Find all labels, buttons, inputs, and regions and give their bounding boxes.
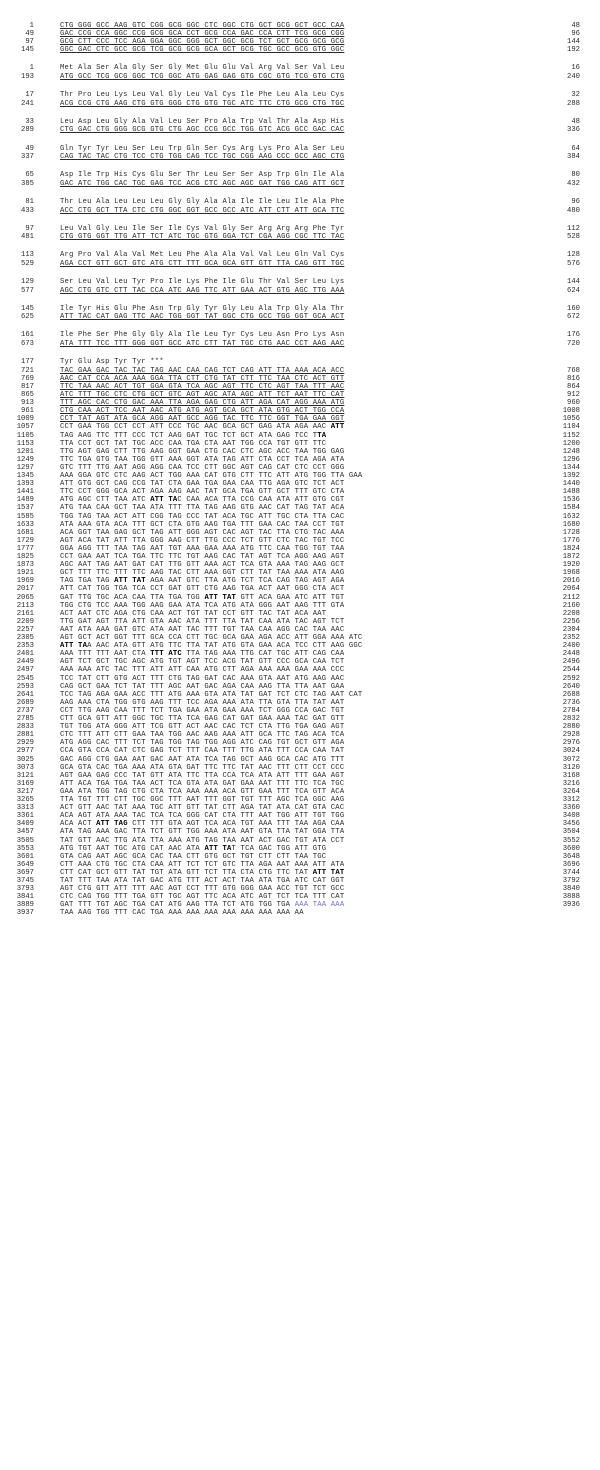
line-end-number: 1056: [562, 415, 580, 424]
line-end-number: 2544: [562, 666, 580, 675]
amino-acid-line: Tyr Glu Asp Tyr Tyr ***: [60, 358, 164, 367]
line-start-number: 33: [25, 117, 34, 126]
nucleotide-line: TAT TTT TAA ATA TAT GAC ATG TTT ACT ACT TAA ATA TGA ATC CAT GGT: [60, 877, 345, 885]
line-end-number: 3504: [562, 828, 580, 837]
line-end-number: 192: [567, 46, 580, 55]
line-start-number: 3601: [16, 852, 34, 861]
line-end-number: 1440: [562, 480, 580, 489]
line-end-number: 2832: [562, 715, 580, 723]
line-end-number: 112: [567, 224, 580, 233]
amino-acid-line: Ile Phe Ser Phe Gly Gly Ala Ile Leu Tyr Cys Leu Asn Pro Lys Asn: [60, 331, 345, 340]
nucleotide-line: AGC CTG GTC CTT TAC CCA ATC AAG TTC ATT GAA ACT GTG AGC TTG AAA: [60, 286, 345, 295]
nucleotide-line: ATC TTT TGC CTC CTG GCT GTC AGT AGC ATA AGC ATT TCT AAT TTC CAT: [60, 391, 345, 399]
line-end-number: 960: [567, 399, 580, 408]
line-start-number: 1537: [16, 504, 34, 513]
nucleotide-line: CCT GAA AAT TCA TGA TTC TTC TGT AAG CAC TAT AGT TCA AGG AAG AGT: [60, 553, 345, 561]
line-start-number: 1393: [16, 480, 34, 489]
line-start-number: 2305: [16, 634, 34, 642]
line-start-number: 1057: [16, 423, 34, 432]
amino-acid-line: Arg Pro Val Ala Val Met Leu Phe Ala Ala Val Val Leu Gln Val Cys: [60, 251, 345, 260]
nucleotide-line: ATG AGC CTT TAA ATC ATT TAC CAA ACA TTA CCG CAA ATA ATT GTG CGT: [60, 496, 345, 505]
nucleotide-line: ATT TAC CAT GAG TTC AAC TGG GGT TAT GGC CTG GCC TGG GGT GCA ACT: [60, 313, 345, 322]
nucleotide-line: TAG TGA TAG ATT TAT AGA AAT GTC TTA ATG TCT TCA CAG TAG AGT AGA: [60, 577, 345, 586]
line-start-number: 1009: [16, 415, 34, 424]
line-end-number: 2256: [562, 617, 580, 626]
nucleotide-line: GCA GTA CAC TGA AAA ATA GTA GAT TTC TTC TAT AAC TTT CTT CCT CCC: [60, 763, 345, 772]
nucleotide-line: TTA TGT TTT CTT TGC GGC TTT AAT TTT GGT TGT TTT AGC TCA GGC AAG: [60, 796, 345, 804]
nucleotide-line: ATA TTT TCC TTT GGG GGT GCC ATC CTT TAT TGC CTG AAC CCT AAG AAC: [60, 340, 345, 348]
line-end-number: 3936: [562, 901, 580, 910]
nucleotide-line: GAC ATC TGG CAC TGC GAG TCC ACG CTC AGC AGC GAT TGG CAG ATT GCT: [60, 179, 345, 188]
nucleotide-line: GGC GAC CTC GCC GCG TCG GCG GCG GCA GCT GCG TGC GCC GCG GTG GGC: [60, 46, 345, 55]
motif-highlight: TTT ATC: [150, 650, 182, 659]
line-start-number: 145: [21, 46, 34, 55]
line-end-number: 3840: [562, 885, 580, 894]
line-end-number: 3312: [562, 796, 580, 804]
line-start-number: 2593: [16, 682, 34, 691]
line-end-number: 1824: [562, 544, 580, 553]
nucleotide-line: TCC TAG AGA GAA ACC TTT ATG AAA GTA ATA TAT GAT TCT CTC TAG AAT CAT: [60, 690, 363, 699]
line-end-number: 384: [567, 153, 580, 162]
line-start-number: 673: [21, 340, 34, 348]
nucleotide-line: GCT TTT TTC TTT TTC AAG TAC CTT AAA GGT CTT TAT TAA AAA ATA AAG: [60, 569, 345, 578]
line-end-number: 2400: [562, 642, 580, 651]
line-start-number: 3553: [16, 844, 34, 853]
nucleotide-line: CAG GCT GAA TCT TAT TTT AGC AAT GAC AGA CAA AAG TTA TTA AAT GAA: [60, 682, 345, 691]
line-end-number: 1152: [562, 431, 580, 440]
line-start-number: 3793: [16, 885, 34, 894]
line-start-number: 3169: [16, 779, 34, 788]
amino-acid-line: Asp Ile Trp His Cys Glu Ser Thr Leu Ser Ser Asp Trp Gln Ile Ala: [60, 171, 345, 180]
line-start-number: 113: [21, 251, 34, 260]
nucleotide-line: CCT TAT AGT ATA GCA AGG AAT GCC AGG TAC TTC TTC GGT TGA GAA GGT: [60, 415, 345, 424]
nucleotide-line: TTC TAA AAC ACT TGT GGA GTA TCA AGC AGT TTC CTC AGT TAA TTT AAC: [60, 382, 345, 391]
nucleotide-line: ATG TAA CAA GCT TAA ATA TTT TTA TAG AAG GTG AAC CAT TAG TAT ACA: [60, 504, 345, 513]
line-end-number: 240: [567, 73, 580, 81]
line-start-number: 721: [21, 366, 34, 375]
line-end-number: 1296: [562, 455, 580, 464]
line-end-number: 2736: [562, 698, 580, 707]
line-start-number: 2497: [16, 666, 34, 675]
line-end-number: 3168: [562, 771, 580, 780]
line-end-number: 3120: [562, 763, 580, 772]
line-end-number: 3552: [562, 836, 580, 845]
line-end-number: 624: [567, 286, 580, 295]
nucleotide-line: CAG TAC TAC CTG TCC CTG TGG CAG TCC TGC CGG AAG CCC GCC AGC CTG: [60, 153, 345, 162]
line-start-number: 529: [21, 259, 34, 268]
motif-highlight: ATT TAT: [114, 577, 146, 586]
line-start-number: 2161: [16, 609, 34, 618]
nucleotide-line: CTG GGG GCC AAG GTC CGG GCG GGC CTC GGC CTG GCT GCG GCT GCC CAA: [60, 22, 345, 30]
line-end-number: 2976: [562, 739, 580, 748]
line-start-number: 3841: [16, 893, 34, 902]
line-start-number: 3217: [16, 787, 34, 796]
nucleotide-line: TGG CTG TCC AAA TGG AAG GAA ATA TCA ATG ATA GGG AAT AAG TTT GTA: [60, 601, 345, 610]
line-start-number: 241: [21, 99, 34, 108]
line-end-number: 2304: [562, 625, 580, 634]
line-start-number: 1345: [16, 472, 34, 480]
nucleotide-line: ACC CTG GCT TTA CTC CTG GGC GGT GCC GCC ATC ATT CTT ATT GCA TTC: [60, 206, 345, 215]
line-start-number: 17: [25, 91, 34, 100]
motif-highlight: ATT TAT: [204, 593, 237, 602]
line-start-number: 1921: [16, 569, 34, 578]
line-start-number: 2545: [16, 674, 34, 683]
line-end-number: 3456: [562, 820, 580, 829]
line-start-number: 433: [21, 206, 34, 215]
line-start-number: 1777: [16, 544, 34, 553]
line-start-number: 3265: [16, 796, 34, 804]
line-end-number: 3600: [562, 844, 580, 853]
line-end-number: 288: [567, 99, 580, 108]
line-end-number: 3792: [562, 877, 580, 885]
line-end-number: 80: [571, 171, 580, 180]
line-end-number: 96: [571, 30, 580, 39]
line-end-number: 2688: [562, 690, 580, 699]
line-end-number: 816: [567, 374, 580, 383]
line-end-number: 336: [567, 126, 580, 135]
nucleotide-line: ACA AGT ATA AAA TAC TCA TCA GGG CAT CTA TTT AAT TGG ATT TGT TGG: [60, 812, 345, 821]
line-end-number: 3648: [562, 852, 580, 861]
line-start-number: 1: [29, 64, 34, 73]
line-end-number: 2160: [562, 601, 580, 610]
line-start-number: 2737: [16, 706, 34, 715]
amino-acid-line: Ser Leu Val Leu Tyr Pro Ile Lys Phe Ile Glu Thr Val Ser Leu Lys: [60, 278, 345, 286]
motif-highlight: TA: [317, 431, 327, 440]
line-end-number: 3072: [562, 755, 580, 764]
line-end-number: 2928: [562, 731, 580, 740]
line-start-number: 2689: [16, 698, 34, 707]
nucleotide-line: ACT GTT AAC TAT AAA TGC ATT GTT TAT CTT AGA TAT ATA CAT GTA CAC: [60, 804, 345, 813]
line-start-number: 1729: [16, 536, 34, 545]
polyadenylation-signal: AAA TAA AAA: [294, 901, 345, 910]
line-start-number: 3409: [16, 820, 34, 829]
line-end-number: 3408: [562, 812, 580, 821]
line-end-number: 2496: [562, 658, 580, 667]
line-start-number: 3073: [16, 763, 34, 772]
line-start-number: 1873: [16, 561, 34, 570]
line-start-number: 577: [21, 286, 34, 295]
nucleotide-line: TTA CCT GCT TAT TGC ACC CAA TGA CTA AAT TGG CCA TGT GTT TTC: [60, 439, 327, 448]
line-start-number: 3649: [16, 860, 34, 869]
nucleotide-line: ATG GCC TCG GCG GGC TCG GGC ATG GAG GAG GTG CGC GTG TCG GTG CTG: [60, 73, 345, 81]
line-end-number: 1680: [562, 520, 580, 529]
nucleotide-line: AGT ACA TAT ATT TTA GGG AAG CTT TTG CCC TCT GTT CTC TAC TGT TCC: [60, 536, 345, 545]
line-start-number: 3361: [16, 812, 34, 821]
nucleotide-line: TTG AGT GAG CTT TTG AAG GGT GAA CTG CAC CTC AGC ACC TAA TGG GAG: [60, 447, 345, 456]
nucleotide-line: ATA TAG AAA GAC TTA TCT GTT TGG AAA ATA AAT GTA TTA TAT GGA TTA: [60, 828, 345, 837]
nucleotide-line: TAG AAG TTC TTT CCC TCT AAG GAT TGC TCT GCT ATA GAG TCC TTA: [60, 431, 327, 440]
line-start-number: 3025: [16, 755, 34, 764]
nucleotide-line: ATA AAA GTA ACA TTT GCT CTA GTG AAG TGA TTT GAA CAC TAA CCT TGT: [60, 520, 345, 529]
line-start-number: 1681: [16, 528, 34, 537]
line-end-number: 3360: [562, 804, 580, 813]
amino-acid-line: Ile Tyr His Glu Phe Asn Trp Gly Tyr Gly Leu Ala Trp Gly Ala Thr: [60, 304, 345, 313]
nucleotide-line: AAT ATA AAA GAT GTC ATA AAT TAC TTT TGT TAA CAA AGG CAC TAA AAC: [60, 625, 345, 634]
amino-acid-line: Gln Tyr Tyr Leu Ser Leu Trp Gln Ser Cys Arg Lys Pro Ala Ser Leu: [60, 144, 345, 153]
nucleotide-line: TAC GAA GAC TAC TAC TAG AAC CAA CAG TCT CAG ATT TTA AAA ACA ACC: [60, 366, 345, 375]
line-end-number: 1104: [562, 423, 580, 432]
nucleotide-line: ACT AAT CTC AGA CTG CAA ACT TGT TAT CCT GTT TAC TAT ACA AAT: [60, 609, 327, 618]
motif-highlight: ATT: [330, 423, 345, 432]
line-end-number: 1488: [562, 488, 580, 497]
line-start-number: 2065: [16, 593, 34, 602]
nucleotide-line: CTT GCA GTT ATT GGC TGC TTA TCA GAG CAT GAT GAA AAA TAC GAT GTT: [60, 715, 345, 723]
line-start-number: 97: [25, 38, 34, 47]
nucleotide-line: ACG CCG CTG AAG CTG GTG GGG CTG GTG TGC ATC TTC CTG GCG CTG TGC: [60, 99, 345, 108]
line-end-number: 1392: [562, 472, 580, 480]
line-end-number: 1536: [562, 496, 580, 505]
line-start-number: 1105: [16, 431, 34, 440]
line-end-number: 64: [571, 144, 580, 153]
line-end-number: 720: [567, 340, 580, 348]
nucleotide-line: GAT TTT TGT AGC TGA CAT ATG AAG TTA TCT ATG TGG TGA AAA TAA AAA: [60, 901, 345, 910]
line-end-number: 96: [571, 197, 580, 206]
line-end-number: 144: [567, 38, 580, 47]
line-end-number: 672: [567, 313, 580, 322]
nucleotide-line: TGT TGG ATA GGG ATT TCG GTT ACT AAC CAC TCT CTA TTG TGA GAG AGT: [60, 723, 345, 732]
nucleotide-line: AGA CCT GTT GCT GTC ATG CTT TTT GCA GCA GTT GTT TTA CAG GTT TGC: [60, 259, 345, 268]
nucleotide-line: ATT CAT TGG TGA TCA CCT GAT GTT CTG AAG TGA ACT AAT GGG CTA ACT: [60, 585, 345, 594]
line-start-number: 1825: [16, 553, 34, 561]
line-end-number: 144: [567, 278, 580, 286]
line-start-number: 177: [21, 358, 34, 367]
line-end-number: 2016: [562, 577, 580, 586]
nucleotide-line: GCG CTT CCC TCC AGA GGA GGC GGG GCT GGC GCG TCT GCT GCG GCG GCG: [60, 38, 345, 47]
line-end-number: 1008: [562, 407, 580, 416]
nucleotide-line: AAG AAA CTA TGG GTG AAG TTT TCC AGA AAA ATA TTA GTA TTA TAT AAT: [60, 698, 345, 707]
line-start-number: 3889: [16, 901, 34, 910]
nucleotide-line: GAC AGG CTG GAA AAT GAC AAT ATA TCA TAG GCT AAG GCA CAC ATG TTT: [60, 755, 345, 764]
nucleotide-line: AGT GAA GAG CCC TAT GTT ATA TTC TTA CCA TCA ATA ATT TTT GAA AGT: [60, 771, 345, 780]
line-start-number: 385: [21, 179, 34, 188]
line-start-number: 3313: [16, 804, 34, 813]
nucleotide-line: TAA AAG TGG TTT CAC TGA AAA AAA AAA AAA AAA AAA AAA AA: [60, 909, 304, 918]
line-start-number: 2929: [16, 739, 34, 748]
line-end-number: 864: [567, 382, 580, 391]
line-start-number: 1441: [16, 488, 34, 497]
line-end-number: 2352: [562, 634, 580, 642]
line-end-number: 2112: [562, 593, 580, 602]
nucleotide-line: AAA GGA GTC CTC AAG ACT TGG AAA CAT GTG CTT TTC ATT ATG TGG TTA GAA: [60, 472, 363, 480]
line-start-number: 865: [21, 391, 34, 399]
motif-highlight: ATT TA: [60, 642, 88, 651]
nucleotide-line: ATG AGG CAC TTT TCT TAG TGG TAG TGG AGG ATC CAG TGT GCT GTT AGA: [60, 739, 345, 748]
line-end-number: 432: [567, 179, 580, 188]
nucleotide-line: TTG GAT AGT TTA ATT GTA AAC ATA TTT TTA TAT CAA ATA TAC AGT TCT: [60, 617, 345, 626]
line-start-number: 2257: [16, 625, 34, 634]
nucleotide-line: GTA CAG AAT AGC GCA CAC TAA CTT GTG GCT TGT CTT CTT TAA TGC: [60, 852, 327, 861]
nucleotide-line: TTC TGA GTG TAA TGG GTT AAA GGT ATA TAG ATT CTA CCT TCA AGA ATA: [60, 455, 345, 464]
line-end-number: 16: [571, 64, 580, 73]
line-end-number: 1200: [562, 439, 580, 448]
line-end-number: 2640: [562, 682, 580, 691]
motif-highlight: ATT TAG: [96, 820, 128, 829]
line-end-number: 176: [567, 331, 580, 340]
line-start-number: 129: [21, 278, 34, 286]
line-end-number: 1632: [562, 512, 580, 521]
nucleotide-line: CTT AAA CTG TGC CTA CAA ATT TCT TCT GTC TTA AGA AAT AAA ATT ATA: [60, 860, 345, 869]
line-start-number: 3505: [16, 836, 34, 845]
line-start-number: 3457: [16, 828, 34, 837]
line-start-number: 2641: [16, 690, 34, 699]
line-start-number: 1297: [16, 463, 34, 472]
line-start-number: 913: [21, 399, 34, 408]
line-start-number: 3121: [16, 771, 34, 780]
amino-acid-line: Leu Asp Leu Gly Ala Val Leu Ser Pro Ala Trp Val Thr Ala Asp His: [60, 117, 345, 126]
line-start-number: 961: [21, 407, 34, 416]
line-start-number: 1201: [16, 447, 34, 456]
nucleotide-line: TTT AGC CAC CTG GAC AAA TTA AGA GAG CTG ATT AGA CAT AGG AAA ATG: [60, 399, 345, 408]
line-end-number: 1728: [562, 528, 580, 537]
line-end-number: 1968: [562, 569, 580, 578]
motif-highlight: ATT TA: [150, 496, 178, 505]
line-end-number: 1920: [562, 561, 580, 570]
line-start-number: 97: [25, 224, 34, 233]
line-end-number: 1248: [562, 447, 580, 456]
line-start-number: 337: [21, 153, 34, 162]
line-start-number: 2977: [16, 747, 34, 756]
line-start-number: 161: [21, 331, 34, 340]
nucleotide-line: AAC CAT CCA ACA AAA GGA TTA CTT CTG TAT CTT TTC TAA CTC ACT GTT: [60, 374, 345, 383]
line-end-number: 576: [567, 259, 580, 268]
nucleotide-line: CCT TTG AAG CAA TTT TCT TGA GAA ATA GAA AAA TCT GGG CCA GAC TGT: [60, 706, 345, 715]
line-start-number: 81: [25, 197, 34, 206]
nucleotide-line: TGG TAG TAA ACT ATT CGG TAG CCC TAT ACA TGC ATT TGC CTA TTA CAC: [60, 512, 345, 521]
line-end-number: 160: [567, 304, 580, 313]
line-start-number: 625: [21, 313, 34, 322]
line-start-number: 289: [21, 126, 34, 135]
nucleotide-line: GGA AGG TTT TAA TAG AAT TGT AAA GAA AAA ATG TTC CAA TGG TGT TAA: [60, 544, 345, 553]
line-end-number: 2880: [562, 723, 580, 732]
nucleotide-line: CTT CAT GCT GTT TAT TGT ATA GTT TCT TTA CTA CTG TTC TAT ATT TAT: [60, 868, 345, 877]
nucleotide-line: CCA GTA CCA CAT CTC GAG TCT TTT CAA TTT TTG ATA TTT CCA CAA TAT: [60, 747, 345, 756]
line-end-number: 3696: [562, 860, 580, 869]
line-start-number: 3937: [16, 909, 34, 918]
line-start-number: 1633: [16, 520, 34, 529]
line-end-number: 2784: [562, 706, 580, 715]
line-end-number: 128: [567, 251, 580, 260]
line-end-number: 48: [571, 22, 580, 30]
nucleotide-line: GAC CCG CCA GGC CCG GCG GCA CCT GCG CCA GAC CCA CTT TCG GCG CGG: [60, 30, 345, 39]
line-end-number: 768: [567, 366, 580, 375]
line-end-number: 1776: [562, 536, 580, 545]
nucleotide-line: ATT ACA TGA TGA TAA ACT TCA GTA ATA GAT GAA AAT TTT TTC TCA TGC: [60, 779, 345, 788]
nucleotide-line: AAA AAA ATC TAC TTT ATT ATT CAA ATG CTT AGA AAA AAA GAA AAA CCC: [60, 666, 345, 675]
nucleotide-line: AGT CTG GTT ATT TTT AAC AGT CCT TTT GTG GGG GAA ACC TGT TCT GCC: [60, 885, 345, 894]
line-start-number: 1: [29, 22, 34, 30]
line-start-number: 1249: [16, 455, 34, 464]
line-end-number: 1584: [562, 504, 580, 513]
nucleotide-line: ACA ACT ATT TAG CTT TTT GTA AGT TCA ACA TGT AAA TTT TAA AGA CAA: [60, 820, 345, 829]
motif-highlight: ATT TA: [204, 844, 232, 853]
amino-acid-line: Met Ala Ser Ala Gly Ser Gly Met Glu Glu Val Arg Val Ser Val Leu: [60, 64, 345, 73]
line-end-number: 48: [571, 117, 580, 126]
line-start-number: 1489: [16, 496, 34, 505]
nucleotide-line: TAT GTT AAC TTG ATA TTA AAA ATG TAG TAA AAT ACT GAC TGT ATA CCT: [60, 836, 345, 845]
nucleotide-line: TTC CCT GGG GCA ACT AGA AAG AAC TAT GCA TGA GTT GCT TTT GTC CTA: [60, 488, 345, 497]
nucleotide-line: CTG GTG GGT TTG ATT TCT ATC TGC GTG GGA TCT CGA AGG CGC TTC TAC: [60, 233, 345, 242]
line-end-number: 3024: [562, 747, 580, 756]
line-start-number: 2881: [16, 731, 34, 740]
line-start-number: 769: [21, 374, 34, 383]
line-start-number: 49: [25, 30, 34, 39]
line-start-number: 2113: [16, 601, 34, 610]
nucleotide-line: ATT TAA AAC ATA GTT ATG TTC TTA TAT ATG GTA GAA ACA TCC CTT AAG GGC: [60, 642, 363, 651]
nucleotide-line: TCC TAT CTT GTG ACT TTT CTG TAG GAT CAC AAA GTA AAT ATG AAG AAC: [60, 674, 345, 683]
line-end-number: 3888: [562, 893, 580, 902]
nucleotide-line: GAA ATA TGG TAG CTG CTA TCA AAA AAA ACA GTT GAA TTT TCA GTT ACA: [60, 787, 345, 796]
line-start-number: 2401: [16, 650, 34, 659]
line-start-number: 1969: [16, 577, 34, 586]
line-end-number: 3264: [562, 787, 580, 796]
line-start-number: 145: [21, 304, 34, 313]
nucleotide-line: ATT GTG GCT CAG CCG TAT CTA GAA TGA GAA CAA TTG AGA GTC TCT ACT: [60, 480, 345, 489]
line-end-number: 3744: [562, 868, 580, 877]
line-start-number: 2833: [16, 723, 34, 732]
line-end-number: 32: [571, 91, 580, 100]
nucleotide-line: AGC AAT TAG AAT GAT CAT TTG GTT AAA ACT TCA GTA AAA TAG AAG GCT: [60, 561, 345, 570]
line-start-number: 817: [21, 382, 34, 391]
line-end-number: 2208: [562, 609, 580, 618]
nucleotide-line: AGT GCT ACT GGT TTT GCA CCA CTT TGC GCA GAA AGA ACC ATT GGA AAA ATC: [60, 634, 363, 642]
line-start-number: 49: [25, 144, 34, 153]
line-end-number: 2064: [562, 585, 580, 594]
nucleotide-line: GAT TTG TGC ACA CAA TTA TGA TGG ATT TAT GTT ACA GAA ATC ATT TGT: [60, 593, 345, 602]
line-end-number: 3216: [562, 779, 580, 788]
line-start-number: 3745: [16, 877, 34, 885]
line-start-number: 193: [21, 73, 34, 81]
line-end-number: 480: [567, 206, 580, 215]
nucleotide-line: GTC TTT TTG AAT AGG AGG CAA TCC CTT GGC AGT CAG CAT CTC CCT GGG: [60, 463, 345, 472]
nucleotide-line: AAA TTT TTT AAT CTA TTT ATC TTA TAG AAA TTG CAT TGC ATT CAG CAA: [60, 650, 345, 659]
nucleotide-line: CCT GAA TGG CCT CCT ATT CCC TGC AAC GCA GCT GAG ATA AGA AAC ATT: [60, 423, 345, 432]
nucleotide-line: CTG CAA ACT TCC AAT AAC ATG ATG AGT GCA GCT ATA GTG ACT TGG CCA: [60, 407, 345, 416]
line-start-number: 1153: [16, 439, 34, 448]
amino-acid-line: Thr Pro Leu Lys Leu Val Gly Leu Val Cys Ile Phe Leu Ala Leu Cys: [60, 91, 345, 100]
motif-highlight: ATT TAT: [312, 868, 345, 877]
nucleotide-line: CTC TTT ATT CTT GAA TAA TGG AAC AAG AAA ATT GCA TTC TAG ACA TCA: [60, 731, 345, 740]
nucleotide-line: AGT TCT GCT TGC AGC ATG TGT AGT TCC ACG TAT GTT CCC GCA CAA TCT: [60, 658, 345, 667]
line-start-number: 2353: [16, 642, 34, 651]
line-end-number: 1344: [562, 463, 580, 472]
line-start-number: 3697: [16, 868, 34, 877]
line-start-number: 2017: [16, 585, 34, 594]
line-start-number: 2449: [16, 658, 34, 667]
line-end-number: 2592: [562, 674, 580, 683]
amino-acid-line: Leu Val Gly Leu Ile Ser Ile Cys Val Gly Ser Arg Arg Arg Phe Tyr: [60, 224, 345, 233]
line-start-number: 481: [21, 233, 34, 242]
line-end-number: 2448: [562, 650, 580, 659]
line-end-number: 912: [567, 391, 580, 399]
nucleotide-line: ACA GGT TAA GAG GCT TAG ATT GGG AGT CAC AGT TAC TTA CTG TAC AAA: [60, 528, 345, 537]
line-start-number: 2209: [16, 617, 34, 626]
amino-acid-line: Thr Leu Ala Leu Leu Leu Gly Gly Ala Ala Ile Ile Leu Ile Ala Phe: [60, 197, 345, 206]
nucleotide-line: CTC CAG TGG TTT TGA GTT TGC AGT TTC ACA ATC AGT TCT TCA TTT CAT: [60, 893, 345, 902]
line-start-number: 2785: [16, 715, 34, 723]
nucleotide-line: CTG GAC CTG GGG GCG GTG CTG AGC CCG GCC TGG GTC ACG GCC GAC CAC: [60, 126, 345, 135]
line-end-number: 528: [567, 233, 580, 242]
line-start-number: 1585: [16, 512, 34, 521]
nucleotide-line: ATG TGT AAT TGC ATG CAT AAC ATA ATT TAT TCA GAC TGG ATT GTG: [60, 844, 327, 853]
line-end-number: 1872: [562, 553, 580, 561]
line-start-number: 65: [25, 171, 34, 180]
